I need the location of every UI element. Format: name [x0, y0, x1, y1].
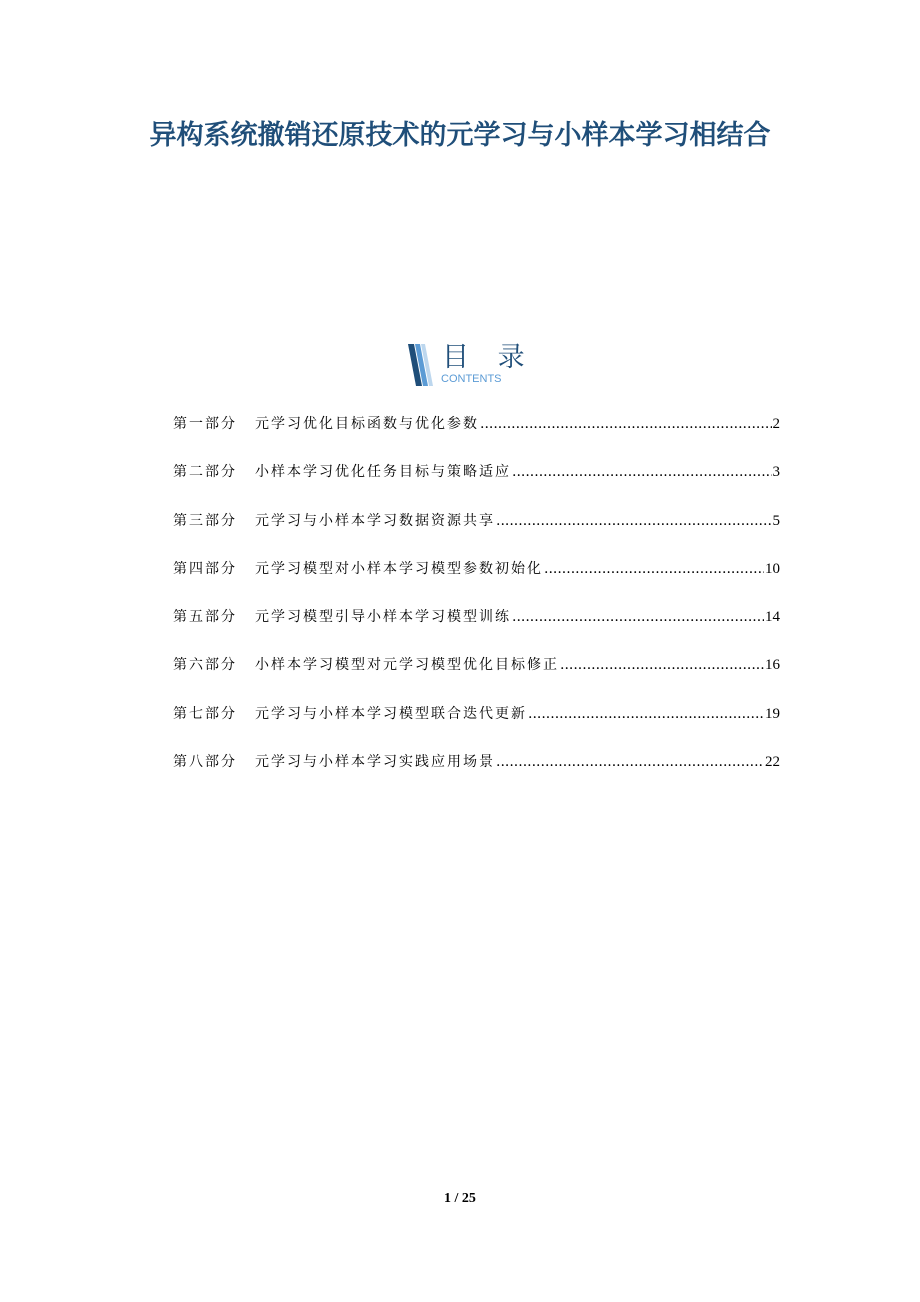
toc-entry-title[interactable]: 元学习模型对小样本学习模型参数初始化 — [255, 560, 543, 577]
toc-entry-title[interactable]: 元学习优化目标函数与优化参数 — [255, 416, 479, 432]
toc-entry-part: 第一部分 — [173, 416, 237, 432]
toc-entry-title[interactable]: 元学习与小样本学习数据资源共享 — [255, 512, 495, 529]
toc-entry-page[interactable]: 3 — [772, 464, 780, 481]
toc-entry[interactable] — [173, 605, 780, 653]
toc-entry-title[interactable]: 元学习模型引导小样本学习模型训练 — [255, 609, 511, 626]
toc-entry-part: 第八部分 — [173, 754, 237, 771]
toc-entry-page[interactable]: 10 — [765, 560, 780, 577]
toc-entry[interactable] — [173, 460, 780, 508]
toc-entry[interactable] — [173, 702, 780, 750]
toc-dot-leader — [560, 653, 764, 677]
toc-entry-part: 第六部分 — [173, 657, 237, 674]
toc-entry[interactable] — [173, 412, 780, 460]
toc-entry-part: 第五部分 — [173, 609, 237, 626]
toc-heading: 目 录 — [442, 342, 535, 373]
toc-dot-leader — [496, 509, 772, 533]
toc-entry[interactable] — [173, 653, 780, 701]
toc-entry-page[interactable]: 22 — [765, 754, 780, 771]
document-title: 异构系统撤销还原技术的元学习与小样本学习相结合 — [149, 120, 771, 151]
toc-dot-leader — [480, 412, 772, 436]
toc-dot-leader — [512, 605, 764, 629]
page-number: 1 / 25 — [444, 1191, 476, 1206]
toc-dot-leader — [496, 750, 764, 774]
toc-entry-title[interactable]: 小样本学习优化任务目标与策略适应 — [255, 464, 511, 481]
toc-entry[interactable] — [173, 750, 780, 798]
toc-entry-page[interactable]: 2 — [772, 416, 780, 432]
toc-entry-page[interactable]: 14 — [765, 609, 780, 626]
toc-dot-leader — [528, 702, 764, 726]
toc-entry-page[interactable]: 16 — [765, 657, 780, 674]
toc-entry-part: 第四部分 — [173, 560, 237, 577]
toc-entry-title[interactable]: 元学习与小样本学习模型联合迭代更新 — [255, 705, 527, 722]
toc-dot-leader — [544, 557, 764, 581]
toc-dot-leader — [512, 460, 772, 484]
toc-entry-part: 第七部分 — [173, 705, 237, 722]
toc-entry[interactable] — [173, 509, 780, 557]
toc-logo — [404, 342, 535, 388]
toc-entry-title[interactable]: 小样本学习模型对元学习模型优化目标修正 — [255, 657, 559, 674]
toc-entry[interactable] — [173, 557, 780, 605]
toc-entry-page[interactable]: 19 — [765, 705, 780, 722]
toc-entry-part: 第三部分 — [173, 512, 237, 529]
toc-list — [173, 412, 780, 798]
toc-entry-part: 第二部分 — [173, 464, 237, 481]
toc-book-icon — [404, 342, 438, 388]
toc-entry-page[interactable]: 5 — [772, 512, 780, 529]
toc-entry-title[interactable]: 元学习与小样本学习实践应用场景 — [255, 754, 495, 771]
toc-subheading: CONTENTS — [441, 373, 502, 385]
